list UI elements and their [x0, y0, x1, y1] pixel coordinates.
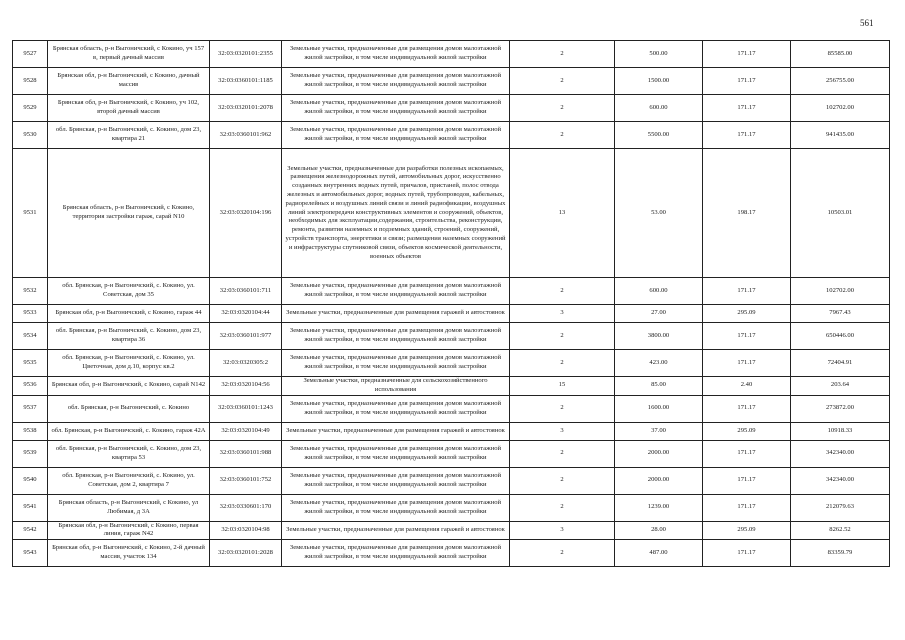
cadastral-number: 32:03:0320104:98: [210, 521, 282, 540]
address-cell: обл. Брянская, р-н Выгоничский, с. Кокино, ул. Советская, дом 2, квартира 7: [48, 467, 210, 494]
address-cell: Брянская обл, р-н Выгоничский, с Кокино, гараж 44: [48, 305, 210, 323]
area-cell: 27.00: [615, 305, 703, 323]
page-number: 561: [860, 18, 874, 28]
row-number: 9533: [13, 305, 48, 323]
row-number: 9535: [13, 350, 48, 377]
cadastral-value: 273872.00: [791, 395, 890, 422]
land-use-cell: Земельные участки, предназначенные для размещения гаражей и автостоянок: [282, 305, 510, 323]
cadastral-value: 72404.91: [791, 350, 890, 377]
cadastral-number: 32:03:0320104:56: [210, 377, 282, 396]
use-group: 2: [510, 122, 615, 149]
rate-cell: 171.17: [703, 467, 791, 494]
land-use-cell: Земельные участки, предназначенные для размещения домов малоэтажной жилой застройки, в том числе индивидуальной жилой застройки: [282, 350, 510, 377]
table-row: [13, 278, 890, 305]
cadastral-value: 342340.00: [791, 467, 890, 494]
cadastral-number: 32:03:0360101:1243: [210, 395, 282, 422]
land-registry-table: [12, 40, 890, 567]
cadastral-value: 8262.52: [791, 521, 890, 540]
land-use-cell: Земельные участки, предназначенные для сельскохозяйственного использования: [282, 377, 510, 396]
cadastral-number: 32:03:0360101:988: [210, 440, 282, 467]
cadastral-value: 102702.00: [791, 95, 890, 122]
table-row: [13, 149, 890, 278]
cadastral-number: 32:03:0320101:2028: [210, 540, 282, 567]
table-row: [13, 305, 890, 323]
use-group: 2: [510, 41, 615, 68]
row-number: 9540: [13, 467, 48, 494]
rate-cell: 295.09: [703, 422, 791, 440]
cadastral-number: 32:03:0360101:962: [210, 122, 282, 149]
area-cell: 600.00: [615, 278, 703, 305]
address-cell: Брянская область, р-н Выгоничский, с Кокино, территория застройки гараж, сарай N10: [48, 149, 210, 278]
area-cell: 2000.00: [615, 467, 703, 494]
land-use-cell: Земельные участки, предназначенные для размещения домов малоэтажной жилой застройки, в том числе индивидуальной жилой застройки: [282, 395, 510, 422]
rate-cell: 295.09: [703, 521, 791, 540]
row-number: 9532: [13, 278, 48, 305]
area-cell: 500.00: [615, 41, 703, 68]
cadastral-number: 32:03:0360101:1185: [210, 68, 282, 95]
use-group: 13: [510, 149, 615, 278]
cadastral-value: 212079.63: [791, 494, 890, 521]
address-cell: обл. Брянская, р-н Выгоничский, с. Кокино: [48, 395, 210, 422]
table-row: [13, 95, 890, 122]
use-group: 2: [510, 395, 615, 422]
rate-cell: 171.17: [703, 68, 791, 95]
cadastral-number: 32:03:0320104:196: [210, 149, 282, 278]
cadastral-number: 32:03:0320104:49: [210, 422, 282, 440]
table-row: [13, 350, 890, 377]
rate-cell: 171.17: [703, 350, 791, 377]
use-group: 2: [510, 68, 615, 95]
address-cell: Брянская область, р-н Выгоничский, с Кокино, ул Любимая, д 3А: [48, 494, 210, 521]
address-cell: Брянская обл, р-н Выгоничский, с Кокино, сарай N142: [48, 377, 210, 396]
area-cell: 600.00: [615, 95, 703, 122]
use-group: 3: [510, 521, 615, 540]
table-row: [13, 122, 890, 149]
rate-cell: 171.17: [703, 395, 791, 422]
use-group: 2: [510, 278, 615, 305]
land-use-cell: Земельные участки, предназначенные для размещения домов малоэтажной жилой застройки, в том числе индивидуальной жилой застройки: [282, 68, 510, 95]
cadastral-value: 85585.00: [791, 41, 890, 68]
cadastral-value: 342340.00: [791, 440, 890, 467]
table-row: [13, 494, 890, 521]
land-use-cell: Земельные участки, предназначенные для размещения гаражей и автостоянок: [282, 521, 510, 540]
table-row: [13, 377, 890, 396]
land-use-cell: Земельные участки, предназначенные для размещения домов малоэтажной жилой застройки, в том числе индивидуальной жилой застройки: [282, 494, 510, 521]
rate-cell: 171.17: [703, 41, 791, 68]
use-group: 15: [510, 377, 615, 396]
area-cell: 3800.00: [615, 323, 703, 350]
row-number: 9538: [13, 422, 48, 440]
use-group: 2: [510, 467, 615, 494]
use-group: 2: [510, 494, 615, 521]
land-use-cell: Земельные участки, предназначенные для размещения домов малоэтажной жилой застройки, в том числе индивидуальной жилой застройки: [282, 323, 510, 350]
address-cell: Брянская обл, р-н Выгоничский, с Кокино, 2-й дачный массив, участок 134: [48, 540, 210, 567]
row-number: 9539: [13, 440, 48, 467]
row-number: 9543: [13, 540, 48, 567]
use-group: 2: [510, 540, 615, 567]
row-number: 9541: [13, 494, 48, 521]
address-cell: обл. Брянская, р-н Выгоничский, с. Кокино, ул. Цветочная, дом д.10, корпус кв.2: [48, 350, 210, 377]
rate-cell: 2.40: [703, 377, 791, 396]
address-cell: Брянская обл, р-н Выгоничский, с Кокино, дачный массив: [48, 68, 210, 95]
area-cell: 53.00: [615, 149, 703, 278]
cadastral-number: 32:03:0320305:2: [210, 350, 282, 377]
cadastral-value: 203.64: [791, 377, 890, 396]
address-cell: Брянская обл, р-н Выгоничский, с Кокино, первая линия, гараж N42: [48, 521, 210, 540]
rate-cell: 171.17: [703, 95, 791, 122]
cadastral-number: 32:03:0320101:2355: [210, 41, 282, 68]
land-use-cell: Земельные участки, предназначенные для размещения домов малоэтажной жилой застройки, в том числе индивидуальной жилой застройки: [282, 95, 510, 122]
cadastral-number: 32:03:0360101:711: [210, 278, 282, 305]
area-cell: 28.00: [615, 521, 703, 540]
cadastral-value: 7967.43: [791, 305, 890, 323]
table-row: [13, 540, 890, 567]
cadastral-number: 32:03:0360101:752: [210, 467, 282, 494]
land-use-cell: Земельные участки, предназначенные для размещения домов малоэтажной жилой застройки, в том числе индивидуальной жилой застройки: [282, 41, 510, 68]
area-cell: 85.00: [615, 377, 703, 396]
row-number: 9534: [13, 323, 48, 350]
row-number: 9542: [13, 521, 48, 540]
rate-cell: 171.17: [703, 323, 791, 350]
row-number: 9528: [13, 68, 48, 95]
row-number: 9536: [13, 377, 48, 396]
cadastral-number: 32:03:0320101:2078: [210, 95, 282, 122]
area-cell: 37.00: [615, 422, 703, 440]
address-cell: Брянская обл, р-н Выгоничский, с Кокино, уч 102, второй дачный массив: [48, 95, 210, 122]
use-group: 2: [510, 95, 615, 122]
row-number: 9537: [13, 395, 48, 422]
cadastral-value: 10918.33: [791, 422, 890, 440]
row-number: 9531: [13, 149, 48, 278]
use-group: 2: [510, 440, 615, 467]
use-group: 2: [510, 323, 615, 350]
cadastral-value: 10503.01: [791, 149, 890, 278]
rate-cell: 171.17: [703, 122, 791, 149]
row-number: 9527: [13, 41, 48, 68]
cadastral-value: 650446.00: [791, 323, 890, 350]
row-number: 9530: [13, 122, 48, 149]
land-use-cell: Земельные участки, предназначенные для размещения домов малоэтажной жилой застройки, в том числе индивидуальной жилой застройки: [282, 440, 510, 467]
rate-cell: 171.17: [703, 540, 791, 567]
use-group: 3: [510, 422, 615, 440]
cadastral-value: 256755.00: [791, 68, 890, 95]
table-row: [13, 395, 890, 422]
rate-cell: 295.09: [703, 305, 791, 323]
table-row: [13, 521, 890, 540]
land-use-cell: Земельные участки, предназначенные для разработки полезных ископаемых, размещения железнодорожных путей, автомобильных дорог, искусственно созданных внутренних водных путей, причалов, пристаней, полос отвода железных и автомобильных дорог, водных путей, трубопроводов, кабельных, радиорелейных и воздушных линий связи и линий радиофикации, воздушных линий электропередачи конструктивных элементов и сооружений, объектов, необходимых для эксплуатации,содержания, строительства, реконструкции, ремонта, развития наземных и подземных зданий, строений, сооружений, устройств транспорта, энергетики и связи; размещения наземных сооружений и инфраструктуры спутниковой связи, объектов космической деятельности, военных объектов: [282, 149, 510, 278]
area-cell: 423.00: [615, 350, 703, 377]
address-cell: обл. Брянская, р-н Выгоничский, с. Кокино, гараж 42А: [48, 422, 210, 440]
land-use-cell: Земельные участки, предназначенные для размещения домов малоэтажной жилой застройки, в том числе индивидуальной жилой застройки: [282, 278, 510, 305]
cadastral-value: 102702.00: [791, 278, 890, 305]
area-cell: 487.00: [615, 540, 703, 567]
table-row: [13, 422, 890, 440]
area-cell: 2000.00: [615, 440, 703, 467]
land-use-cell: Земельные участки, предназначенные для размещения домов малоэтажной жилой застройки, в том числе индивидуальной жилой застройки: [282, 122, 510, 149]
area-cell: 1239.00: [615, 494, 703, 521]
table-row: [13, 68, 890, 95]
land-use-cell: Земельные участки, предназначенные для размещения домов малоэтажной жилой застройки, в том числе индивидуальной жилой застройки: [282, 540, 510, 567]
address-cell: Брянская область, р-н Выгоничский, с Кокино, уч 157 в, первый дачный массив: [48, 41, 210, 68]
table-row: [13, 41, 890, 68]
table-row: [13, 440, 890, 467]
use-group: 2: [510, 350, 615, 377]
cadastral-value: 941435.00: [791, 122, 890, 149]
cadastral-number: 32:03:0330601:170: [210, 494, 282, 521]
address-cell: обл. Брянская, р-н Выгоничский, с. Кокино, ул. Советская, дом 35: [48, 278, 210, 305]
rate-cell: 198.17: [703, 149, 791, 278]
rate-cell: 171.17: [703, 278, 791, 305]
table-row: [13, 467, 890, 494]
area-cell: 5500.00: [615, 122, 703, 149]
address-cell: обл. Брянская, р-н Выгоничский, с. Кокино, дом 23, квартира 53: [48, 440, 210, 467]
address-cell: обл. Брянская, р-н Выгоничский, с. Кокино, дом 23, квартира 36: [48, 323, 210, 350]
land-use-cell: Земельные участки, предназначенные для размещения домов малоэтажной жилой застройки, в том числе индивидуальной жилой застройки: [282, 467, 510, 494]
cadastral-number: 32:03:0360101:977: [210, 323, 282, 350]
cadastral-number: 32:03:0320104:44: [210, 305, 282, 323]
address-cell: обл. Брянская, р-н Выгоничский, с. Кокино, дом 23, квартира 21: [48, 122, 210, 149]
table-row: [13, 323, 890, 350]
use-group: 3: [510, 305, 615, 323]
rate-cell: 171.17: [703, 494, 791, 521]
area-cell: 1500.00: [615, 68, 703, 95]
land-use-cell: Земельные участки, предназначенные для размещения гаражей и автостоянок: [282, 422, 510, 440]
area-cell: 1600.00: [615, 395, 703, 422]
rate-cell: 171.17: [703, 440, 791, 467]
row-number: 9529: [13, 95, 48, 122]
cadastral-value: 83359.79: [791, 540, 890, 567]
